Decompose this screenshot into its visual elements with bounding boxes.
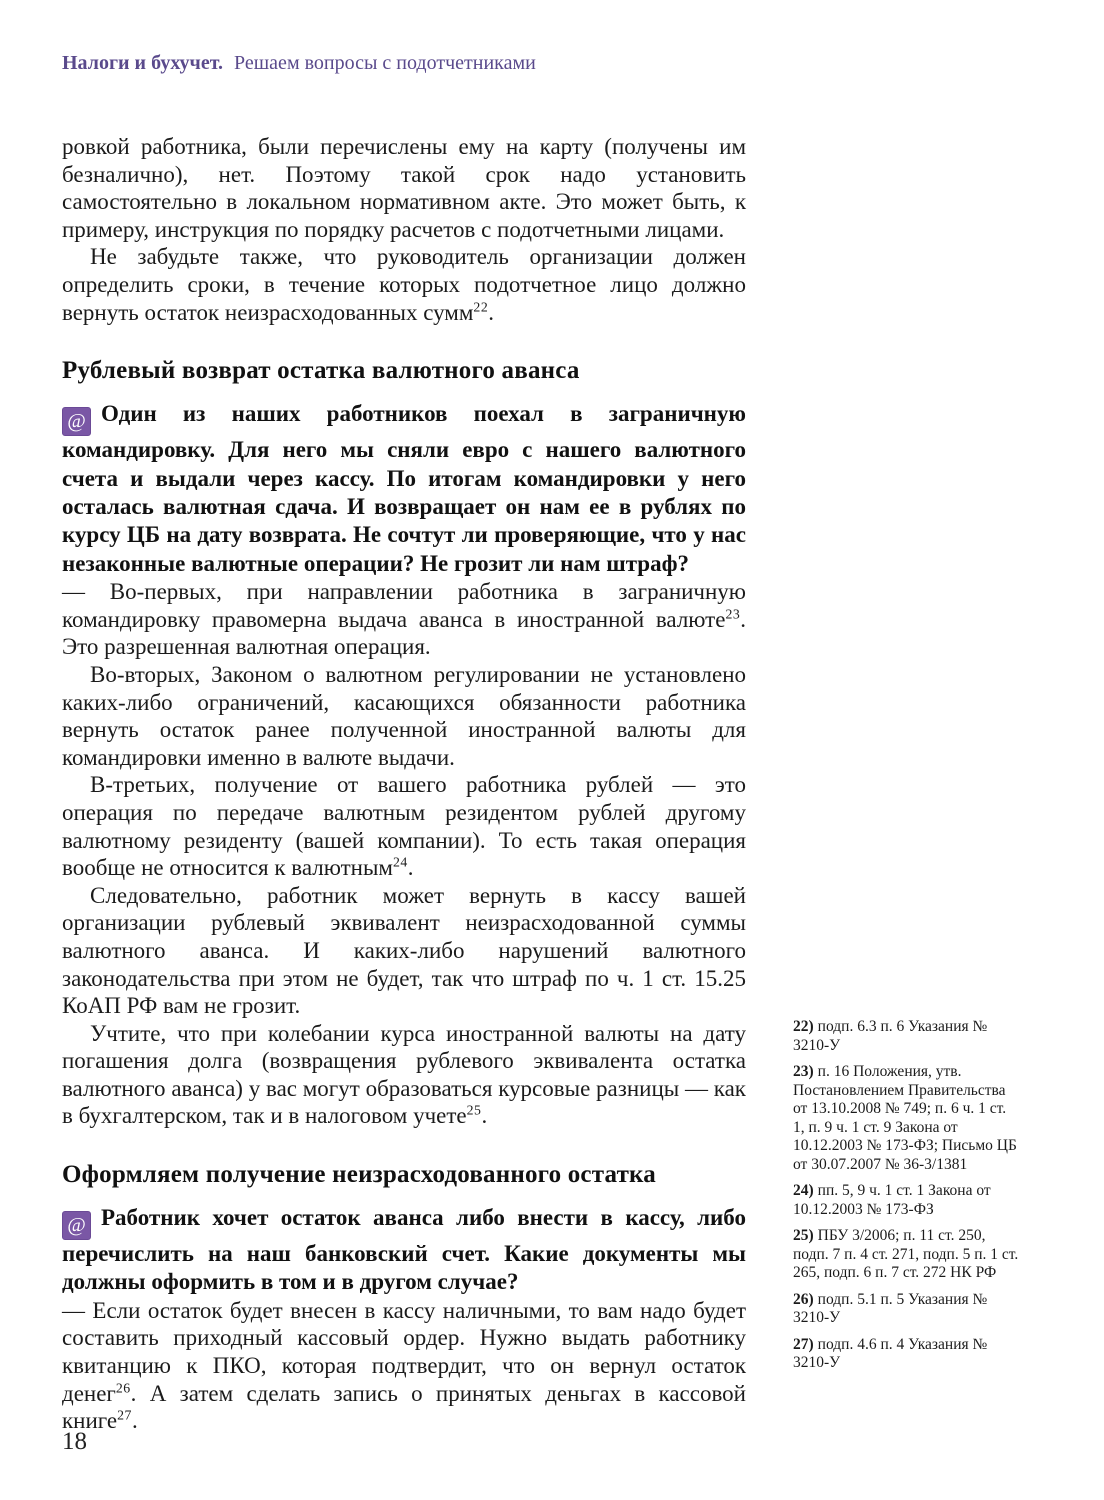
question-text: Работник хочет остаток аванса либо внести в кассу, либо перечислить на наш банковский счет. Какие документы мы должны оформить в том и в другом случае? (62, 1205, 746, 1295)
question-text: Один из наших работников поехал в заграничную командировку. Для него мы сняли евро с нашего валютного счета и выдали через кассу. По итогам командировки у него осталась валютная сдача. И возвращает он нам ее в рублях по курсу ЦБ на дату возврата. Не сочтут ли проверяющие, что у нас незаконные валютные операции? Не грозит ли нам штраф? (62, 401, 746, 576)
reader-question-icon: @ (62, 407, 91, 436)
footnote-item (793, 1018, 1021, 1055)
rubric-title: Налоги и бухучет. (62, 52, 224, 74)
footnote-number: 25) (793, 1227, 814, 1244)
body-paragraph: ровкой работника, были перечислены ему на карту (получены им безналично), нет. Поэтому такой срок надо установить самостоятельно в локальном нормативном акте. Это может быть, к примеру, инструкция по порядку расчетов с подотчетными лицами. (62, 134, 746, 242)
footnote-item (793, 1182, 1021, 1219)
footnote-number: 24) (793, 1182, 814, 1199)
section-heading: Рублевый возврат остатка валютного аванса (62, 357, 580, 385)
question-paragraph (62, 1204, 746, 1297)
answer-paragraph: В-третьих, получение от вашего работника рублей — это операция по передаче валютным резидентом рублей другому валютному резиденту (вашей компании). То есть такая операция вообще не относится к валютным$^{24}$. (62, 772, 746, 881)
question-paragraph (62, 400, 746, 578)
footnotes-sidebar (793, 1018, 1021, 1381)
answer-paragraph: Следовательно, работник может вернуть в кассу вашей организации рублевый эквивалент неизрасходованной суммы валютного аванса. И каких-либо нарушений валютного законодательства при этом не будет, так что штраф по ч. 1 ст. 15.25 КоАП РФ вам не грозит. (62, 882, 746, 1019)
section-heading: Оформляем получение неизрасходованного остатка (62, 1161, 656, 1189)
answer-paragraph: — Если остаток будет внесен в кассу наличными, то вам надо будет составить приходный кассовый ордер. Нужно выдать работнику квитанцию к ПКО, которая подтвердит, что он вернул остаток денег$^{26}$. А затем сделать запись о принятых деньгах в кассовой книге$^{27}$. (62, 1297, 746, 1434)
answer-paragraph: Во-вторых, Законом о валютном регулировании не установлено каких-либо ограничений, касающихся обязанности работника вернуть остаток ранее полученной иностранной валюты для командировки именно в валюте выдачи. (62, 661, 746, 770)
footnote-item (793, 1336, 1021, 1373)
footnote-reference: 23 (725, 606, 741, 622)
answer-paragraph: Учтите, что при колебании курса иностранной валюты на дату погашения долга (возвращения рублевого эквивалента остатка валютного аванса) у вас могут образоваться курсовые разницы — как в бухгалтерском, так и в налоговом учете$^{25}$. (62, 1020, 746, 1129)
footnote-text: ПБУ 3/2006; п. 11 ст. 250, подп. 7 п. 4 ст. 271, подп. 5 п. 1 ст. 265, подп. 6 п. 7 ст. 272 НК РФ (793, 1227, 1019, 1281)
footnote-reference: 25 (466, 1102, 482, 1118)
body-paragraph: Не забудьте также, что руководитель организации должен определить сроки, в течение которых подотчетное лицо должно вернуть остаток неизрасходованных сумм$^{22}$. (62, 244, 746, 325)
footnote-number: 23) (793, 1063, 814, 1080)
article-topic: Решаем вопросы с подотчетниками (234, 52, 536, 74)
footnote-text: подп. 4.6 п. 4 Указания № 3210-У (793, 1335, 988, 1371)
answer-paragraph: — Во-первых, при направлении работника в заграничную командировку правомерна выдача аванса в иностранной валюте$^{23}$. Это разрешенная валютная операция. (62, 579, 746, 660)
footnote-item (793, 1063, 1021, 1174)
page-number: 18 (62, 1428, 87, 1455)
page-header (62, 51, 536, 75)
footnote-number: 27) (793, 1335, 814, 1353)
article-body (62, 133, 746, 1435)
footnote-number: 26) (793, 1290, 814, 1308)
footnote-reference: 26 (115, 1380, 131, 1395)
footnote-reference: 22 (473, 298, 489, 314)
footnote-text: пп. 5, 9 ч. 1 ст. 1 Закона от 10.12.2003 № 173-ФЗ (793, 1182, 991, 1218)
footnote-text: п. 16 Положения, утв. Постановлением Правительства от 13.10.2008 № 749; п. 6 ч. 1 ст. 1, п. 9 ч. 1 ст. 9 Закона от 10.12.2003 № 173-ФЗ; Письмо ЦБ от 30.07.2007 № 36-3/1381 (793, 1063, 1017, 1173)
footnote-item (793, 1227, 1021, 1283)
footnote-text: подп. 6.3 п. 6 Указания № 3210-У (793, 1018, 988, 1054)
footnote-text: подп. 5.1 п. 5 Указания № 3210-У (793, 1290, 988, 1326)
reader-question-icon: @ (62, 1211, 91, 1240)
footnote-item (793, 1291, 1021, 1328)
footnote-reference: 24 (392, 854, 408, 870)
footnote-number: 22) (793, 1018, 814, 1035)
footnote-reference: 27 (117, 1407, 132, 1423)
